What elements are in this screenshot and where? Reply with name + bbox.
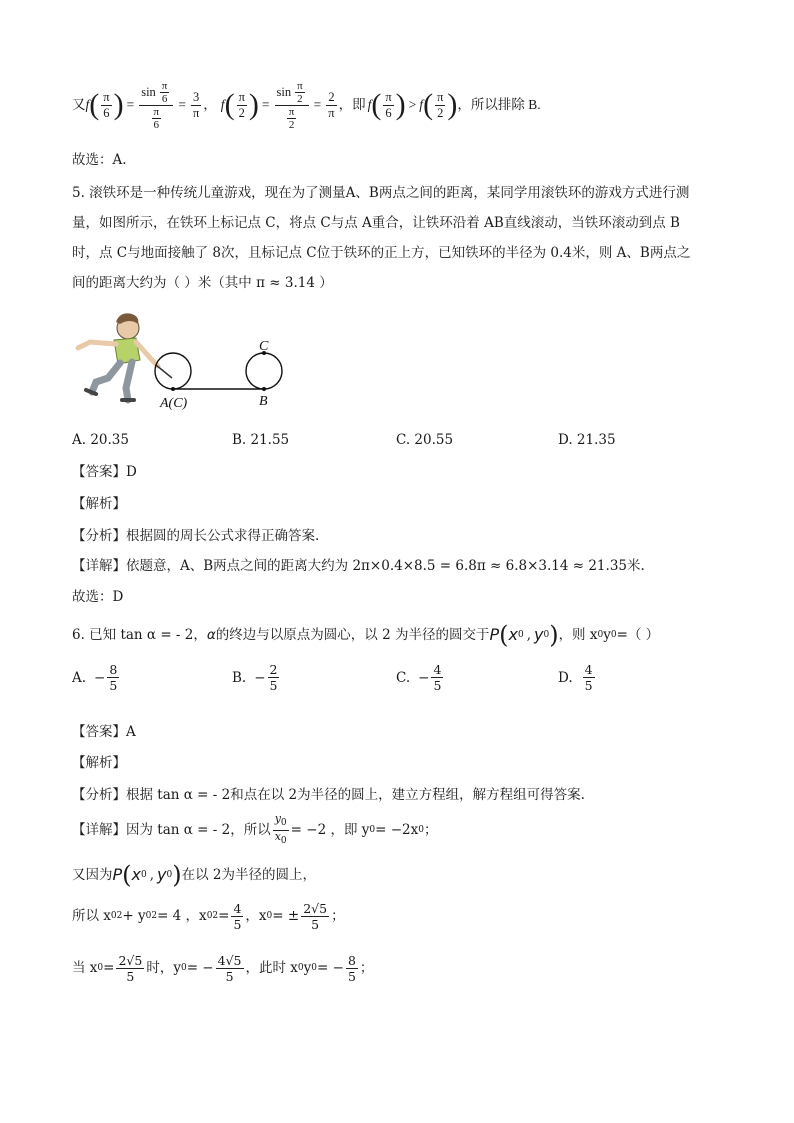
q6-analysis-head: 【解析】 <box>72 755 126 771</box>
num: 2√5 <box>118 952 143 968</box>
line3-b: + y <box>122 908 146 924</box>
frac-pi-6 <box>383 90 393 121</box>
q5-line1: 5. 滚铁环是一种传统儿童游戏，现在为了测量A、B两点之间的距离，某同学用滚铁环的游戏方式进行测 <box>72 185 690 201</box>
line4-h: ； <box>359 960 374 976</box>
q6-option-c[interactable] <box>396 662 445 693</box>
sin: sin <box>276 84 292 99</box>
line2-a: 又因为 <box>72 867 113 883</box>
q6-stem-b: 的终边与以原点为圆心，以 2 为半径的圆交于 <box>215 627 490 643</box>
sub: 0 <box>369 825 376 835</box>
den: π <box>328 105 335 120</box>
sub: 0 <box>145 911 152 921</box>
lparen: ( <box>371 88 382 121</box>
line4-g: = − <box>317 960 344 976</box>
num: 2 <box>269 662 278 677</box>
den-frac <box>148 106 166 131</box>
sub: 0 <box>297 963 304 973</box>
q4-tail-formula <box>72 72 541 138</box>
opt-label: D. <box>558 669 573 686</box>
num-sin <box>139 80 173 106</box>
q4-answer: 故选：A. <box>72 152 127 168</box>
boy-illustration <box>78 313 172 400</box>
q5-line4: 间的距离大约为（ ）米（其中 π ≈ 3.14 ） <box>72 275 333 291</box>
frac-4-5 <box>231 901 243 932</box>
sub: 0 <box>418 825 424 835</box>
den: 5 <box>126 968 135 984</box>
den: 2 <box>437 105 444 120</box>
line4-b: = <box>103 960 115 976</box>
sub: 0 <box>597 630 604 640</box>
q5-final: 故选：D <box>72 589 124 605</box>
frac-4sqrt5-5 <box>216 953 244 984</box>
detail-b: = −2 ，即 y <box>290 822 370 838</box>
q6-option-b[interactable] <box>232 662 281 693</box>
sub: 0 <box>311 963 318 973</box>
pcomma: , <box>526 627 531 643</box>
line3-c: = 4 ，x <box>157 908 207 924</box>
den: 5 <box>584 678 593 693</box>
q6-detail-line1 <box>72 812 437 848</box>
q6-stem <box>72 620 659 650</box>
num: 2 <box>328 89 335 104</box>
q6-option-a[interactable] <box>72 662 121 693</box>
opt-sign: − <box>254 669 266 686</box>
sub: 0 <box>141 870 147 880</box>
y: y <box>274 812 281 826</box>
frac-inner <box>152 106 162 131</box>
rparen: ) <box>172 861 182 889</box>
sub: 0 <box>266 911 273 921</box>
line2-b: 在以 2为半径的圆上， <box>181 867 316 883</box>
opt-frac <box>431 662 443 693</box>
sup: 2 <box>212 911 219 921</box>
pcomma: , <box>149 867 155 883</box>
num: π <box>238 89 245 104</box>
point-p: P <box>489 625 500 644</box>
q5-answer: 【答案】D <box>72 464 137 480</box>
num: π <box>437 89 444 104</box>
q5-analysis-head: 【解析】 <box>72 496 126 512</box>
q5-option-d[interactable]: D. 21.35 <box>558 432 616 448</box>
line4-c: 时，y <box>146 960 181 976</box>
num: π <box>385 89 392 104</box>
detail-d: ； <box>423 822 438 838</box>
q5-option-c[interactable]: C. 20.55 <box>396 432 454 448</box>
opt-sign: − <box>94 669 106 686</box>
detail-a: 【详解】因为 tan α = - 2，所以 <box>72 822 271 838</box>
den: 5 <box>311 916 320 932</box>
num: 8 <box>109 662 118 677</box>
hoop-start <box>155 353 191 389</box>
num: 4√5 <box>217 952 242 968</box>
comma: ， <box>203 97 217 112</box>
px: x <box>508 625 518 644</box>
line4-f: y <box>303 960 312 976</box>
py: y <box>533 625 544 644</box>
rparen: ) <box>248 88 259 121</box>
point-a <box>171 387 175 391</box>
q6-stem-e: =（ ） <box>616 627 660 643</box>
num: 2√5 <box>303 900 328 916</box>
q6-stem-c: ，则 x <box>558 627 598 643</box>
q5-option-b[interactable]: B. 21.55 <box>232 432 290 448</box>
q4-suffix: ，所以排除 B. <box>457 97 541 112</box>
q6-answer: 【答案】A <box>72 724 136 740</box>
den: 2 <box>297 92 303 105</box>
lparen: ( <box>499 621 509 649</box>
num: 4 <box>233 900 242 916</box>
num: 4 <box>584 662 593 677</box>
f-symbol: f <box>367 97 372 112</box>
q4-prefix: 又 <box>72 97 86 112</box>
ji: ，即 <box>338 97 366 112</box>
label-c: C <box>259 339 269 354</box>
den: 2 <box>288 118 295 131</box>
q6-detail-line2 <box>72 860 316 890</box>
opt-sign: − <box>418 669 430 686</box>
opt-frac <box>268 662 280 693</box>
rparen: ) <box>549 621 559 649</box>
q6-stem-a: 6. 已知 tan α = - 2， <box>72 627 207 643</box>
line4-a: 当 x <box>72 960 98 976</box>
q5-option-a[interactable]: A. 20.35 <box>72 432 129 448</box>
hoop-end <box>246 353 282 389</box>
hoop-rolling-figure <box>70 308 300 418</box>
line3-d: = <box>218 908 230 924</box>
den: 5 <box>269 678 278 693</box>
opt-frac <box>107 662 119 693</box>
den: 6 <box>385 105 392 120</box>
q6-stem-d: y <box>603 627 611 643</box>
opt-label: B. <box>232 669 247 686</box>
label-a: A(C) <box>160 396 188 411</box>
sup: 2 <box>151 911 158 921</box>
den: 5 <box>347 968 356 984</box>
lparen: ( <box>423 88 434 121</box>
frac-sin-over <box>139 80 173 131</box>
sub: 0 <box>517 630 524 640</box>
den: 2 <box>238 105 245 120</box>
lparen: ( <box>89 88 100 121</box>
detail-c: = −2x <box>375 822 419 838</box>
num: π <box>288 105 295 118</box>
frac-2sqrt5-5 <box>301 901 329 932</box>
line3-g: ； <box>331 908 345 924</box>
den: 6 <box>103 105 110 120</box>
num: 4 <box>433 662 442 677</box>
frac-pi-6 <box>101 90 111 121</box>
den-frac <box>283 106 301 131</box>
frac-2-pi <box>326 90 336 121</box>
gt: > <box>408 97 417 112</box>
frac-inner <box>160 80 170 105</box>
sub: 0 <box>280 835 287 846</box>
num-sin <box>275 80 309 106</box>
q6-option-d[interactable] <box>558 662 597 693</box>
line4-e: ，此时 x <box>245 960 298 976</box>
py: y <box>157 865 167 884</box>
alpha: α <box>206 627 216 643</box>
rparen: ) <box>447 88 458 121</box>
lparen: ( <box>224 88 235 121</box>
line3-a: 所以 x <box>72 908 111 924</box>
den: 6 <box>153 118 160 131</box>
label-b: B <box>259 394 268 409</box>
point-b <box>262 387 266 391</box>
line3-f: = ± <box>272 908 300 924</box>
q6-analysis: 【分析】根据 tan α = - 2和点在以 2为半径的圆上，建立方程组，解方程组可得答案. <box>72 787 585 803</box>
lparen: ( <box>122 861 132 889</box>
num: π <box>103 89 110 104</box>
sub: 0 <box>206 911 213 921</box>
opt-frac <box>583 662 595 693</box>
num: π <box>153 105 160 118</box>
den: 5 <box>225 968 234 984</box>
opt-label: C. <box>396 669 411 686</box>
frac-2sqrt5-5 <box>116 953 144 984</box>
frac-y0-x0 <box>273 813 289 846</box>
q6-detail-line3 <box>72 896 345 936</box>
eq: = <box>178 97 186 112</box>
x: x <box>274 829 281 843</box>
sub: 0 <box>110 911 117 921</box>
q5-analysis: 【分析】根据圆的周长公式求得正确答案. <box>72 528 320 544</box>
f-symbol: f <box>419 97 424 112</box>
sub: 0 <box>280 818 287 829</box>
q6-detail-line4 <box>72 948 373 988</box>
line4-d: = − <box>186 960 214 976</box>
point-p: P <box>112 865 123 884</box>
den: 5 <box>433 678 442 693</box>
den: 5 <box>233 916 242 932</box>
line3-e: ，x <box>245 908 267 924</box>
f-symbol: f <box>85 97 90 112</box>
frac-inner <box>295 80 305 105</box>
sup: 2 <box>116 911 123 921</box>
frac-3-pi <box>191 90 201 121</box>
num: π <box>161 79 168 92</box>
sub: 0 <box>180 963 187 973</box>
q5-line3: 时，点 C与地面接触了 8次，且标记点 C位于铁环的正上方，已知铁环的半径为 0.4米，则 A、B两点之 <box>72 245 691 261</box>
num: 8 <box>347 952 356 968</box>
sub: 0 <box>97 963 104 973</box>
den: π <box>192 105 200 120</box>
rparen: ) <box>113 88 124 121</box>
opt-label: A. <box>72 669 87 686</box>
frac-inner <box>287 106 297 131</box>
frac-pi-2 <box>435 90 445 121</box>
den <box>273 831 289 847</box>
sub: 0 <box>543 630 550 640</box>
num: π <box>297 79 303 92</box>
sin: sin <box>141 84 156 99</box>
frac-pi-2 <box>237 90 247 121</box>
eq: = <box>126 97 135 112</box>
den: 6 <box>161 92 168 105</box>
px: x <box>131 865 141 884</box>
eq: = <box>261 97 270 112</box>
f-symbol: f <box>220 97 225 112</box>
sub: 0 <box>166 870 173 880</box>
eq: = <box>313 97 322 112</box>
sub: 0 <box>610 630 617 640</box>
den: 5 <box>109 678 118 693</box>
frac-8-5 <box>346 953 358 984</box>
rparen: ) <box>395 88 406 121</box>
q5-line2: 量，如图所示，在铁环上标记点 C，将点 C与点 A重合，让铁环沿着 AB直线滚动，当铁环滚动到点 B <box>72 215 680 231</box>
num: 3 <box>193 89 200 104</box>
frac-sin-over-2 <box>275 80 309 131</box>
num <box>273 813 289 830</box>
q5-detail: 【详解】依题意，A、B两点之间的距离大约为 2π×0.4×8.5 = 6.8π ≈ 6.8×3.14 ≈ 21.35米. <box>72 558 645 574</box>
